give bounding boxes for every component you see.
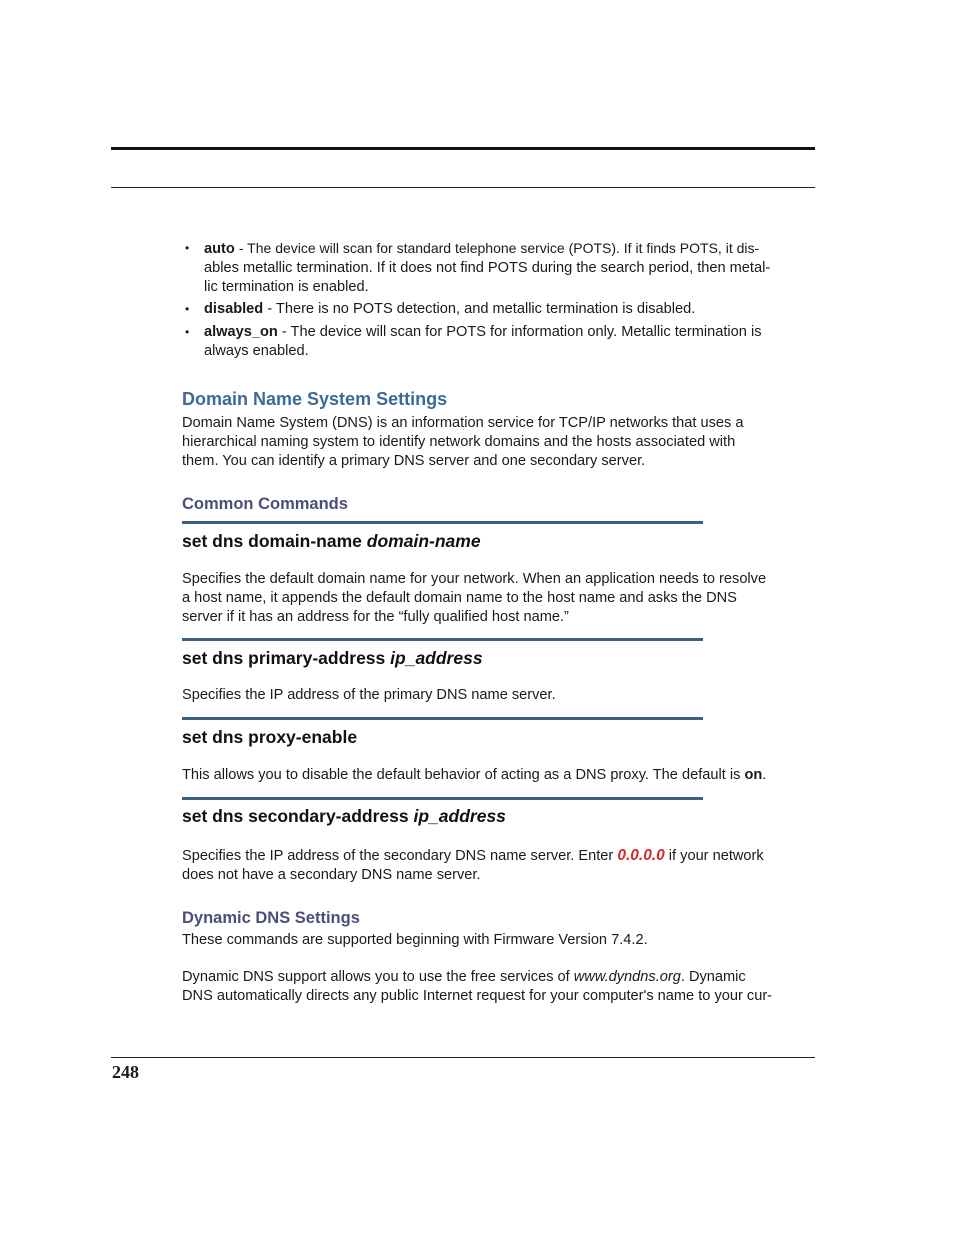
- text-line: Specifies the IP address of the primary DNS name server.: [182, 687, 556, 703]
- command-arg: ip_address: [390, 648, 483, 668]
- bullet-term: auto: [204, 241, 235, 257]
- link-text: www.dyndns.org: [573, 969, 681, 985]
- default-value: on: [744, 767, 763, 783]
- text-line: Dynamic DNS support allows you to use the free services of: [182, 969, 574, 985]
- command-arg: ip_address: [413, 806, 506, 826]
- subsection-heading: Common Commands: [182, 495, 348, 513]
- command-name: set dns domain-name: [182, 531, 362, 551]
- text-line: if your network: [664, 848, 764, 864]
- command-description: [182, 846, 804, 885]
- text-line: DNS automatically directs any public Internet request for your computer's name to your cur-: [182, 988, 773, 1004]
- section-paragraph: [182, 931, 804, 950]
- bullet-dot-icon: •: [185, 241, 190, 255]
- highlight-value: 0.0.0.0: [617, 847, 665, 864]
- command-rule: [182, 797, 703, 800]
- text-line: .: [762, 767, 767, 783]
- bullet-dot-icon: •: [185, 325, 190, 339]
- command-title: [182, 648, 483, 669]
- command-rule: [182, 521, 703, 524]
- text-line: does not have a secondary DNS name server.: [182, 867, 481, 883]
- header-rule-thin: [111, 187, 815, 188]
- command-name: set dns primary-address: [182, 648, 386, 668]
- section-paragraph: [182, 414, 804, 471]
- command-description: [182, 766, 804, 785]
- command-description: [182, 570, 804, 627]
- text-line: Specifies the IP address of the secondary DNS name server. Enter: [182, 848, 618, 864]
- bullet-term: disabled: [204, 301, 264, 317]
- text-line: These commands are supported beginning with Firmware Version 7.4.2.: [182, 932, 648, 948]
- command-name: set dns proxy-enable: [182, 727, 358, 747]
- command-title: [182, 727, 357, 748]
- text-line: Domain Name System (DNS) is an information service for TCP/IP networks that uses a: [182, 415, 744, 431]
- command-title: [182, 806, 506, 827]
- command-arg: domain-name: [366, 531, 481, 551]
- command-name: set dns secondary-address: [182, 806, 409, 826]
- bullet-text: - There is no POTS detection, and metallic termination is disabled.: [267, 301, 696, 317]
- bullet-text: ables metallic termination. If it does not find POTS during the search period, then metal-: [204, 260, 771, 276]
- bullet-dot-icon: •: [185, 302, 190, 316]
- bullet-term: always_on: [204, 324, 278, 340]
- bullet-disabled: [182, 300, 804, 319]
- bullet-auto: [182, 239, 804, 297]
- header-rule-thick: [111, 147, 815, 150]
- bullet-always-on: [182, 323, 804, 361]
- command-rule: [182, 638, 703, 641]
- bullet-text: always enabled.: [204, 343, 309, 359]
- page-number: 248: [112, 1062, 139, 1082]
- text-line: hierarchical naming system to identify network domains and the hosts associated with: [182, 434, 736, 450]
- text-line: server if it has an address for the “fully qualified host name.”: [182, 609, 569, 625]
- text-line: This allows you to disable the default behavior of acting as a DNS proxy. The default is: [182, 767, 745, 783]
- command-description: [182, 686, 804, 705]
- command-rule: [182, 717, 703, 720]
- section-heading: Domain Name System Settings: [182, 389, 448, 409]
- subsection-heading: Dynamic DNS Settings: [182, 909, 360, 927]
- bullet-text: lic termination is enabled.: [204, 279, 369, 295]
- text-line: a host name, it appends the default domain name to the host name and asks the DNS: [182, 590, 737, 606]
- text-line: Specifies the default domain name for your network. When an application needs to resolve: [182, 571, 767, 587]
- bullet-text: - The device will scan for standard telephone service (POTS). If it finds POTS, it dis-: [238, 240, 760, 256]
- section-paragraph: [182, 968, 804, 1006]
- text-line: them. You can identify a primary DNS server and one secondary server.: [182, 453, 646, 469]
- text-line: . Dynamic: [680, 969, 746, 985]
- bullet-text: - The device will scan for POTS for information only. Metallic termination is: [281, 324, 762, 340]
- footer-rule: [111, 1057, 815, 1058]
- command-title: [182, 531, 481, 552]
